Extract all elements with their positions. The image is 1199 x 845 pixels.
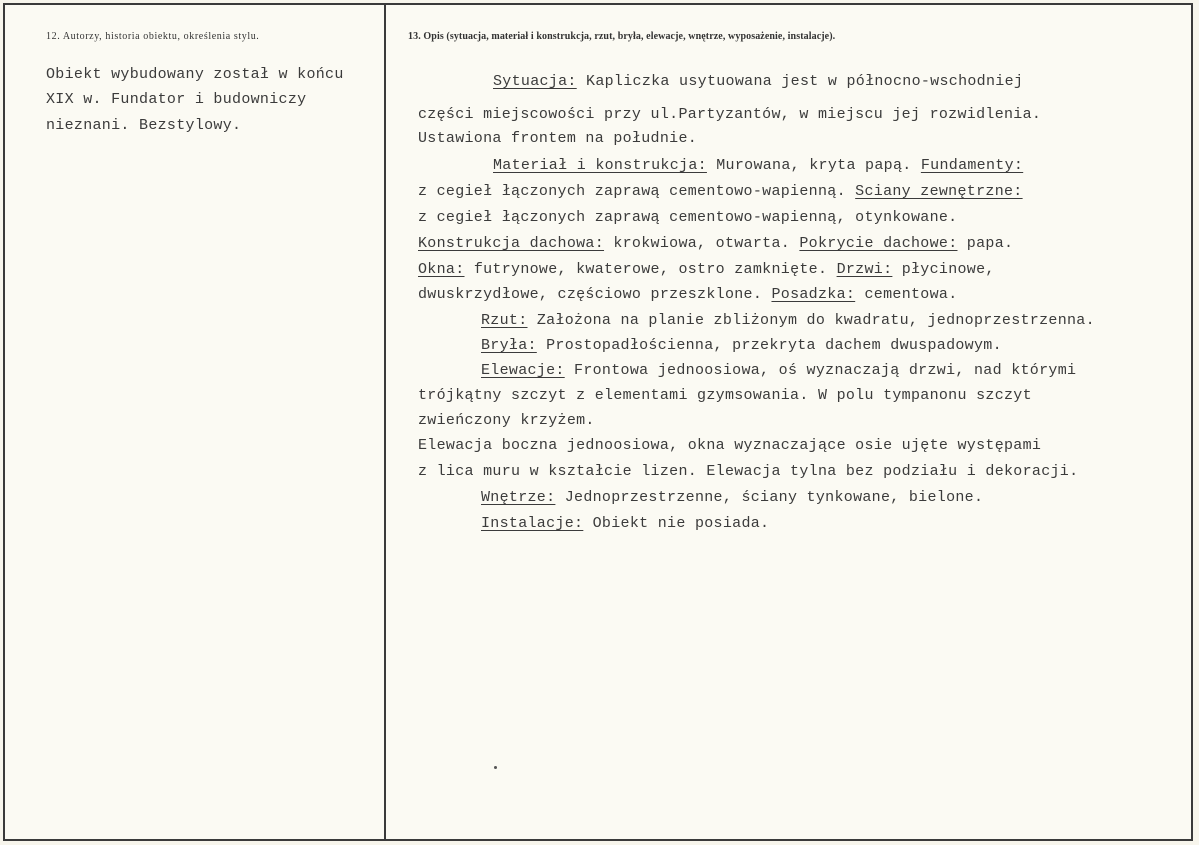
paper-speck	[494, 766, 497, 769]
keyword-sytuacja: Sytuacja:	[493, 73, 577, 90]
keyword-posadzka: Posadzka:	[771, 286, 856, 303]
desc-line: z lica muru w kształcie lizen. Elewacja tylna bez podziału i dekoracji.	[418, 463, 1079, 480]
desc-line: Elewacja boczna jednoosiowa, okna wyznaczające osie ujęte występami	[418, 437, 1042, 454]
desc-line: Bryła: Prostopadłościenna, przekryta dachem dwuspadowym.	[481, 337, 1002, 354]
desc-line: Instalacje: Obiekt nie posiada.	[481, 515, 770, 532]
desc-line: Sytuacja: Kapliczka usytuowana jest w północno-wschodniej	[493, 73, 1024, 90]
keyword-konstrukcja: Konstrukcja dachowa:	[418, 235, 605, 252]
desc-line: Ustawiona frontem na południe.	[418, 130, 698, 147]
desc-line: Okna: futrynowe, kwaterowe, ostro zamknięte. Drzwi: płycinowe,	[418, 261, 995, 278]
desc-line: trójkątny szczyt z elementami gzymsowania. W polu tympanonu szczyt	[418, 387, 1032, 404]
column-divider	[384, 3, 386, 841]
keyword-pokrycie: Pokrycie dachowe:	[799, 235, 958, 252]
col12-line: nieznani. Bezstylowy.	[46, 117, 242, 134]
keyword-bryla: Bryła:	[481, 337, 537, 354]
keyword-fundamenty: Fundamenty:	[920, 157, 1024, 174]
keyword-sciany: Sciany zewnętrzne:	[855, 183, 1023, 200]
keyword-material: Materiał i konstrukcja:	[493, 157, 707, 174]
col12-line: Obiekt wybudowany został w końcu	[46, 66, 344, 83]
desc-line: Wnętrze: Jednoprzestrzenne, ściany tynkowane, bielone.	[481, 489, 984, 506]
keyword-instalacje: Instalacje:	[481, 515, 584, 532]
desc-line: z cegieł łączonych zaprawą cementowo-wapienną. Sciany zewnętrzne:	[418, 183, 1023, 200]
desc-line: zwieńczony krzyżem.	[418, 412, 595, 429]
col12-line: XIX w. Fundator i budowniczy	[46, 91, 307, 108]
desc-line: części miejscowości przy ul.Partyzantów, w miejscu jej rozwidlenia.	[418, 106, 1042, 123]
desc-line: dwuskrzydłowe, częściowo przeszklone. Posadzka: cementowa.	[418, 286, 958, 303]
desc-line: Rzut: Założona na planie zbliżonym do kwadratu, jednoprzestrzenna.	[481, 312, 1095, 329]
desc-line: Materiał i konstrukcja: Murowana, kryta papą. Fundamenty:	[493, 157, 1024, 174]
desc-line: z cegieł łączonych zaprawą cementowo-wapienną, otynkowane.	[418, 209, 958, 226]
keyword-elewacje: Elewacje:	[481, 362, 565, 379]
section-12-header: 12. Autorzy, historia obiektu, określenia stylu.	[46, 31, 260, 42]
keyword-drzwi: Drzwi:	[836, 261, 893, 278]
keyword-okna: Okna:	[418, 261, 465, 278]
keyword-wnetrze: Wnętrze:	[481, 489, 556, 506]
desc-line: Konstrukcja dachowa: krokwiowa, otwarta. Pokrycie dachowe: papa.	[418, 235, 1014, 252]
keyword-rzut: Rzut:	[481, 312, 528, 329]
desc-line: Elewacje: Frontowa jednoosiowa, oś wyznaczają drzwi, nad którymi	[481, 362, 1077, 379]
section-13-header: 13. Opis (sytuacja, materiał i konstrukcja, rzut, bryła, elewacje, wnętrze, wyposażenie, instalacje).	[408, 31, 836, 42]
